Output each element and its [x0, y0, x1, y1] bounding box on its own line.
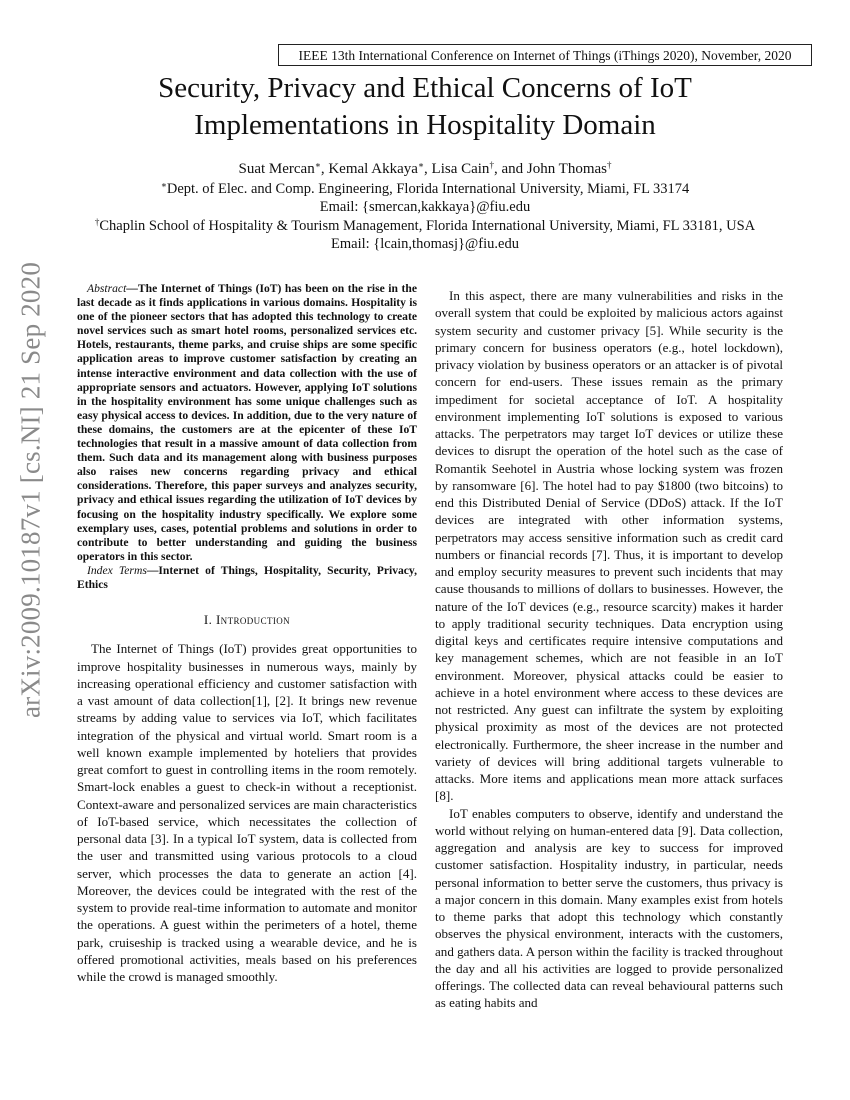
author-separator: , [424, 161, 432, 177]
author-name: Kemal Akkaya [328, 161, 418, 177]
affiliation-1 [70, 180, 780, 199]
affiliation-mark: ∗ [417, 160, 425, 170]
affiliation-mark: † [489, 160, 494, 170]
index-terms-text: Internet of Things, Hospitality, Security, Privacy, Ethics [77, 563, 417, 591]
author-separator: , [320, 161, 329, 177]
author-separator: , and [493, 161, 527, 177]
paper-title [70, 70, 780, 144]
title-line-1: Security, Privacy and Ethical Concerns of IoT [158, 72, 692, 104]
index-terms-dash: — [146, 563, 159, 577]
affiliation-2 [70, 217, 780, 236]
affiliation-mark: ∗ [160, 179, 167, 190]
index-terms [77, 564, 417, 592]
author-names [70, 160, 780, 179]
affiliation-mark: ∗ [314, 160, 321, 170]
abstract-dash: — [126, 282, 138, 295]
author-name: Suat Mercan [238, 161, 315, 177]
arxiv-stamp-text: arXiv:2009.10187v1 [cs.NI] 21 Sep 2020 [15, 261, 46, 718]
affiliation-1-text: Dept. of Elec. and Comp. Engineering, Florida International University, Miami, FL 33174 [166, 180, 690, 197]
affiliation-mark: † [94, 216, 100, 227]
conference-header: IEEE 13th International Conference on Internet of Things (iThings 2020), November, 2020 [278, 44, 812, 66]
index-terms-label: Index Terms [87, 563, 147, 577]
abstract-label: Abstract [87, 282, 127, 295]
author-name: Lisa Cain [431, 161, 490, 177]
abstract-text: The Internet of Things (IoT) has been on the rise in the last decade as it finds applications in various domains. Hospitality is one of the pioneer sectors that has adopted this technology to create novel services such as smart hotel rooms, personalized services etc. Hotels, restaurants, theme parks, and cruise ships are some specific application areas to improve customer satisfaction by creating an intense interactive environment and data collection with the use of appropriate sensors and actuators. However, applying IoT solutions in the hospitality environment has some unique challenges such as easy physical access to devices. In addition, due to the very nature of these domains, the customers are at the epicenter of these IoT technologies that result in a massive amount of data collection from them. Such data and its management along with business purposes also raises new concerns regarding privacy and ethical considerations. Therefore, this paper surveys and analyzes security, privacy and ethical issues regarding the utilization of IoT devices by focusing on the hospitality industry specifically. We explore some exemplary uses, cases, potential problems and solutions in order to contribute to better understanding and guiding the business operators in this sector. [77, 282, 417, 563]
body-paragraph-2: In this aspect, there are many vulnerabilities and risks in the overall system that could be exploited by malicious actors against system security and customer privacy [5]. While security is the primary concern for business operators (e.g., hotel lockdown), privacy violation by business operators or an attacker is of pivotal concern for end-users. These issues remain as the primary impediment for societal acceptance of IoT. A hospitality environment implementing IoT solutions is exposed to various attacks. The perpetrators may target IoT devices or utilize these devices to disrupt the operation of the hotel such as the case of Romantik Seehotel in Austria whose locking system was frozen by ransomware [6]. The hotel had to pay $1800 (two bitcoins) to end this Distributed Denial of Service (DDoS) attack. If the IoT devices are integrated with other information systems, perpetrators may access sensitive information such as credit card numbers or financial records [7]. Thus, it is important to develop and employ security measures to prevent such incidents that may cause thousands to millions of dollars to businesses. However, the nature of the IoT devices (e.g., resource scarcity) makes it harder to apply traditional security techniques. Data encryption using digital keys and certificates require intensive computations and key management schemes, which are not feasible in an IoT environment. Moreover, physical attacks could be easier to achieve in a hotel environment where access to these devices are not restricted. Any guest can infiltrate the system by exploiting physical proximity as most of the devices are not protected electronically. Furthermore, the sheer increase in the number and variety of devices will bring additional targets vulnerable to attacks. More items and applications mean more attack surfaces [8]. [435, 288, 783, 804]
abstract [77, 282, 417, 564]
intro-paragraph-1: The Internet of Things (IoT) provides great opportunities to improve hospitality businesses in numerous ways, mainly by increasing operational efficiency and customer satisfaction with a vast amount of data collection[1], [2]. It brings new revenue streams by adding value to services via IoT, which facilitates integration of the physical and virtual world. Smart room is a well known example implemented by hoteliers that provides great comfort to guest in controlling items in the room remotely. Smart-lock enables a guest to check-in without a receptionist. Context-aware and personalized services are main characteristics of IoT-based service, which necessitates the collection of personal data [3]. In a typical IoT system, data is collected from the user and transmitted using various protocols to a cloud server, which processes the data to generate an action [4]. Moreover, the devices could be integrated with the rest of the system to provide real-time information to automate and monitor the operations. A guest within the perimeters of a hotel, theme park, cruiseship is tracked using a wearable device, and he is offered promotional activities, meals based on his preferences while the crowd is managed smoothly. [77, 641, 417, 985]
left-column [77, 282, 417, 985]
body-paragraph-3: IoT enables computers to observe, identify and understand the world without relying on human-entered data [9]. Data collection, aggregation and analysis are key to success for improved customer satisfaction. Hospitality industry, in particular, needs personal information to better serve the customers, thus privacy is a major concern in this domain. Many examples exist from hotels to theme parks that adopt this technology which constantly observes the physical environment, interacts with the customers, and gathers data. A person within the facility is tracked throughout the day and all his activities are logged to provide personalized offerings. The collected data can reveal behavioural patterns such as eating habits and [435, 805, 783, 1011]
affiliation-mark: † [607, 160, 612, 170]
arxiv-stamp [4, 261, 58, 718]
author-block [70, 160, 780, 254]
right-column [435, 287, 783, 1012]
section-heading-introduction: I. Introduction [203, 612, 291, 628]
email-1: Email: {smercan,kakkaya}@fiu.edu [319, 199, 531, 215]
affiliation-2-text: Chaplin School of Hospitality & Tourism Management, Florida International University, Miami, FL 33181, USA [99, 217, 756, 234]
email-2: Email: {lcain,thomasj}@fiu.edu [331, 236, 519, 252]
title-line-2: Implementations in Hospitality Domain [194, 109, 656, 141]
author-name: John Thomas [526, 161, 608, 177]
